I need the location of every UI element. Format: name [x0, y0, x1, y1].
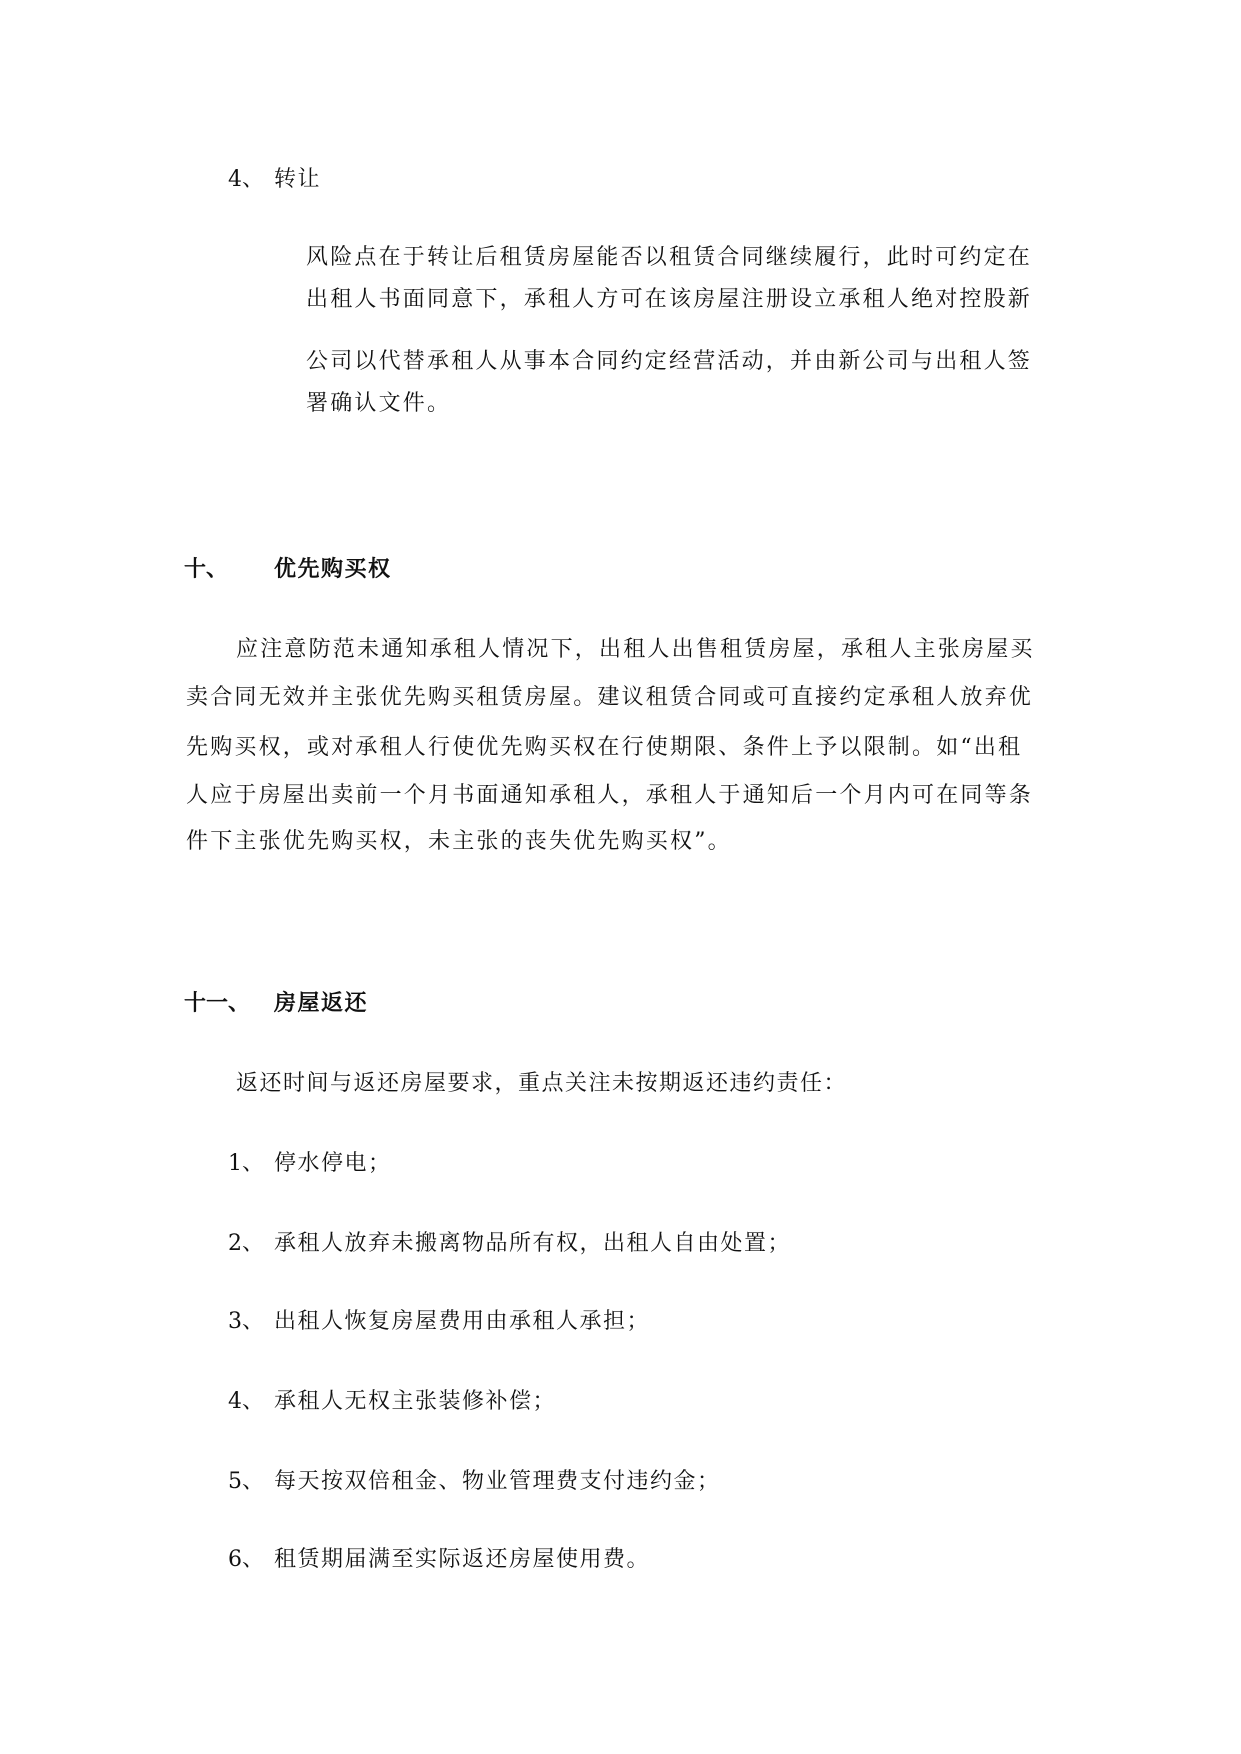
paragraph-line: 应注意防范未通知承租人情况下，出租人出售租赁房屋，承租人主张房屋买 — [236, 637, 1035, 662]
list-item-text: 每天按双倍租金、物业管理费支付违约金； — [274, 1469, 721, 1494]
list-item-number: 3、 — [228, 1309, 264, 1334]
paragraph-line: 人应于房屋出卖前一个月书面通知承租人，承租人于通知后一个月内可在同等条 — [186, 783, 1034, 808]
item-title: 转让 — [274, 167, 322, 192]
item-number: 4、 — [228, 167, 264, 192]
list-item-number: 6、 — [228, 1547, 264, 1572]
list-item-text: 租赁期届满至实际返还房屋使用费。 — [274, 1547, 651, 1572]
paragraph-line: 署确认文件。 — [306, 391, 452, 416]
list-item-number: 5、 — [228, 1469, 264, 1494]
intro-line: 返还时间与返还房屋要求，重点关注未按期返还违约责任： — [236, 1071, 848, 1096]
paragraph-line: 先购买权，或对承租人行使优先购买权在行使期限、条件上予以限制。如“出租 — [186, 735, 1023, 760]
list-item-number: 2、 — [228, 1231, 264, 1256]
section-title: 房屋返还 — [274, 990, 369, 1016]
paragraph-line: 出租人书面同意下，承租人方可在该房屋注册设立承租人绝对控股新 — [306, 287, 1033, 312]
section-number: 十、 — [184, 556, 229, 582]
list-item-number: 4、 — [228, 1389, 264, 1414]
list-item-text: 承租人无权主张装修补偿； — [274, 1389, 557, 1414]
list-item-text: 承租人放弃未搬离物品所有权，出租人自由处置； — [274, 1231, 792, 1256]
paragraph-line: 公司以代替承租人从事本合同约定经营活动，并由新公司与出租人签 — [306, 349, 1033, 374]
list-item-number: 1、 — [228, 1151, 264, 1176]
list-item-text: 停水停电； — [274, 1151, 392, 1176]
paragraph-line: 卖合同无效并主张优先购买租赁房屋。建议租赁合同或可直接约定承租人放弃优 — [186, 685, 1034, 710]
paragraph-line: 件下主张优先购买权，未主张的丧失优先购买权”。 — [186, 829, 732, 854]
section-number: 十一、 — [184, 990, 251, 1016]
section-title: 优先购买权 — [274, 556, 392, 582]
paragraph-line: 风险点在于转让后租赁房屋能否以租赁合同继续履行，此时可约定在 — [306, 245, 1033, 270]
list-item-text: 出租人恢复房屋费用由承租人承担； — [274, 1309, 651, 1334]
